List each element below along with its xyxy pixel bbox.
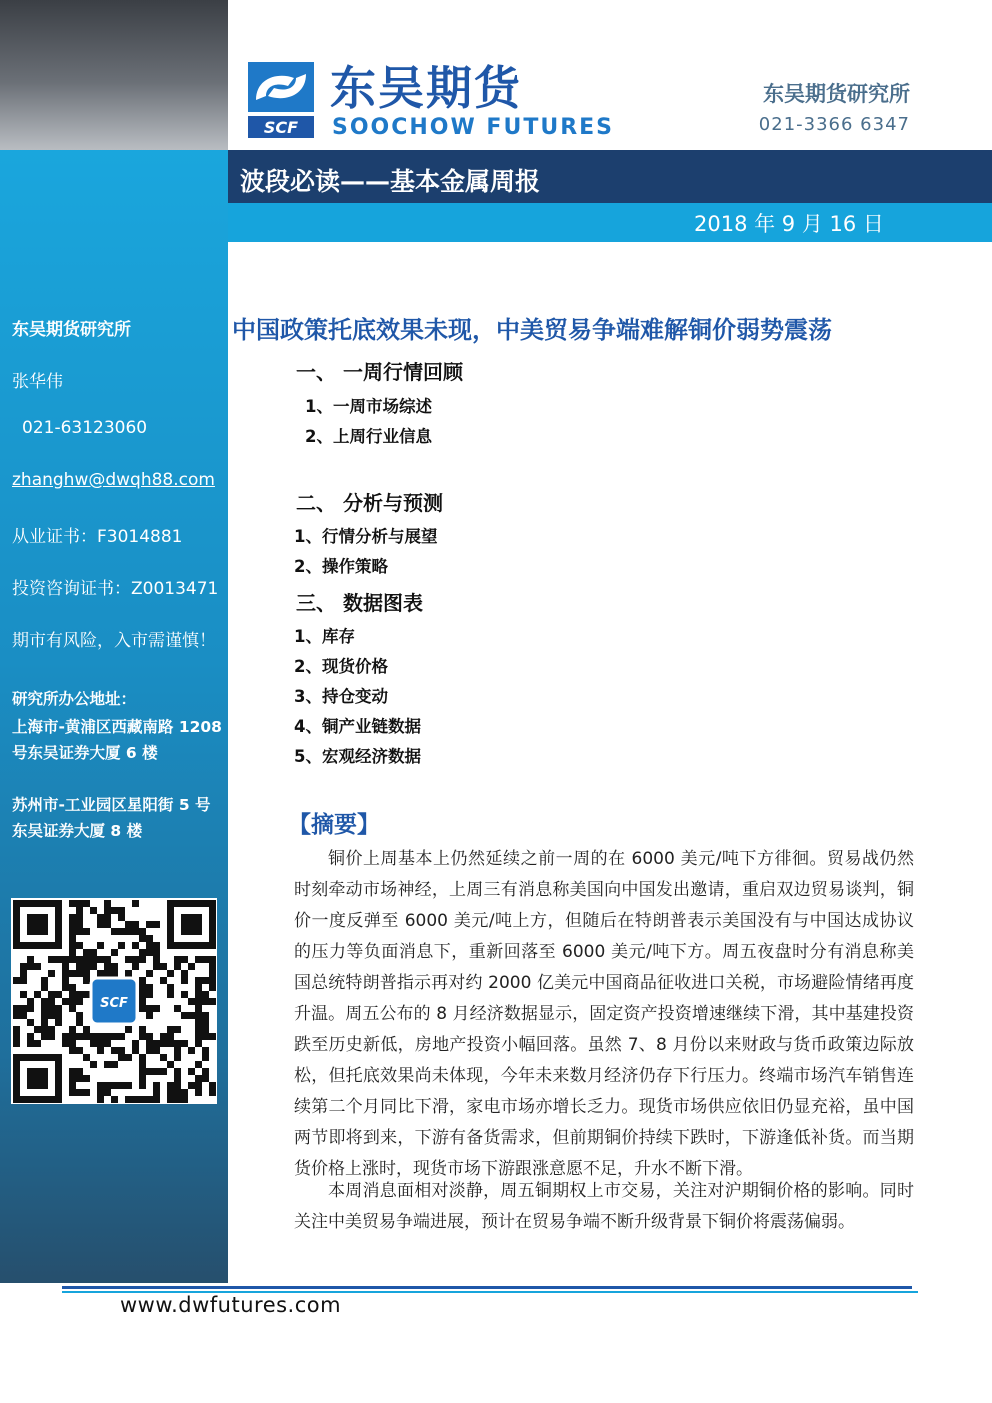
report-title: 波段必读——基本金属周报 (240, 167, 541, 196)
toc-item: 2、上周行业信息 (305, 427, 432, 446)
toc-item: 1、行情分析与展望 (294, 527, 438, 546)
report-date: 2018 年 9 月 16 日 (694, 212, 884, 236)
header-phone: 021-3366 6347 (758, 114, 910, 135)
sidebar-consult-cert: 投资咨询证书：Z0013471 (12, 579, 219, 599)
toc-item: 1、一周市场综述 (305, 397, 432, 416)
sidebar-analyst: 张华伟 (12, 372, 63, 392)
sidebar-phone: 021-63123060 (22, 418, 148, 438)
toc-section-3: 三、 数据图表 (296, 591, 423, 615)
toc-item: 3、持仓变动 (294, 687, 388, 706)
toc-section-1: 一、 一周行情回顾 (296, 360, 463, 384)
toc-item: 2、现货价格 (294, 657, 388, 676)
sidebar-address-label: 研究所办公地址： (12, 690, 137, 708)
qr-code-graphic (11, 898, 217, 1104)
toc-item: 5、宏观经济数据 (294, 747, 421, 766)
sidebar-institute: 东吴期货研究所 (12, 320, 131, 340)
sidebar-email-link[interactable]: zhanghw@dwqh88.com (12, 470, 215, 490)
qr-logo-text: SCF (100, 996, 128, 1011)
logo-mark-text: SCF (263, 118, 299, 137)
toc-item: 2、操作策略 (294, 557, 388, 576)
toc-item: 4、铜产业链数据 (294, 717, 421, 736)
logo-english-name: SOOCHOW FUTURES (332, 115, 615, 140)
headline: 中国政策托底效果未现，中美贸易争端难解铜价弱势震荡 (232, 316, 832, 344)
qr-code (11, 898, 217, 1104)
sidebar-top-band (0, 0, 228, 150)
sidebar-address-suzhou: 苏州市-工业园区星阳街 5 号东吴证券大厦 8 楼 (12, 796, 211, 840)
sidebar-risk-warning: 期市有风险，入市需谨慎！ (12, 631, 216, 651)
summary-heading: 【摘要】 (288, 812, 380, 838)
footer-website-link[interactable]: www.dwfutures.com (120, 1293, 342, 1317)
footer-rule (62, 1286, 912, 1289)
summary-paragraph-2: 本周消息面相对淡静，周五铜期权上市交易，关注对沪期铜价格的影响。同时关注中美贸易争端进展，预计在贸易争端不断升级背景下铜价将震荡偏弱。 (294, 1181, 914, 1232)
sidebar-address-shanghai: 上海市-黄浦区西藏南路 1208 号东吴证券大厦 6 楼 (12, 718, 222, 762)
soochow-logo-icon (248, 62, 314, 138)
toc-item: 1、库存 (294, 627, 355, 646)
summary-paragraph-1: 铜价上周基本上仍然延续之前一周的在 6000 美元/吨下方徘徊。贸易战仍然时刻牵动市场神经，上周三有消息称美国向中国发出邀请，重启双边贸易谈判，铜价一度反弹至 6000 美元/吨上方，但随后在特朗普表示美国没有与中国达成协议的压力等负面消息下，重新回落至 6000 美元/吨下方。周五夜盘时分有消息称美国总统特朗普指示再对约 2000 亿美元中国商品征收进口关税，市场避险情绪再度升温。周五公布的 8 月经济数据显示，固定资产投资增速继续下滑，其中基建投资跌至历史新低，房地产投资小幅回落。虽然 7、8 月份以来财政与货币政策边际放松，但托底效果尚未体现，今年未来数月经济仍存下行压力。终端市场汽车销售连续第二个月同比下滑，家电市场亦增长乏力。现货市场供应依旧仍显充裕，虽中国两节即将到来，下游有备货需求，但前期铜价持续下跌时，下游逢低补货。而当期货价格上涨时，现货市场下游跟涨意愿不足，升水不断下滑。 (294, 849, 914, 1179)
toc-section-2: 二、 分析与预测 (296, 491, 443, 515)
sidebar (0, 150, 228, 1283)
logo-chinese-name: 东吴期货 (330, 61, 522, 115)
header-institute: 东吴期货研究所 (763, 82, 910, 106)
sidebar-cert: 从业证书：F3014881 (12, 527, 183, 547)
